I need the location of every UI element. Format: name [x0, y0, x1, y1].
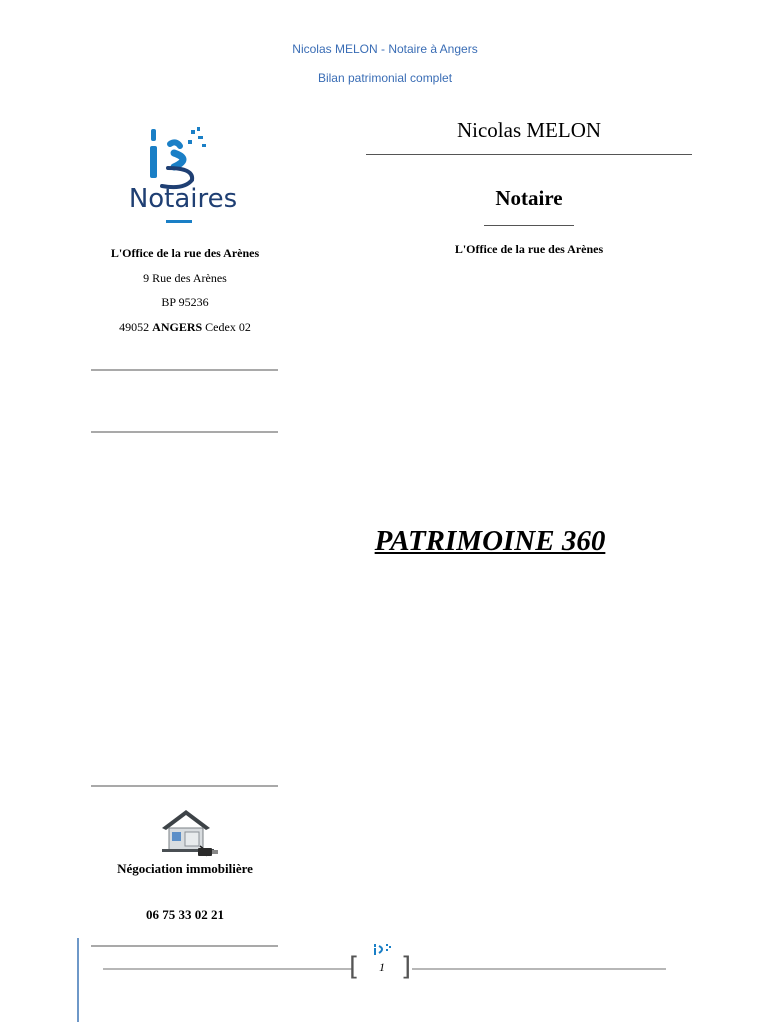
footer-bracket-left: [: [349, 952, 360, 982]
notary-title: Notaire: [495, 186, 563, 210]
left-divider-3: [91, 785, 278, 787]
office-street: 9 Rue des Arènes: [143, 271, 227, 285]
office-cedex: Cedex 02: [205, 320, 251, 334]
logo-wordmark: Notaires: [128, 184, 238, 214]
left-divider-4: [91, 945, 278, 947]
office-name: L'Office de la rue des Arènes: [110, 246, 260, 260]
notary-name-rule: [366, 154, 692, 155]
document-title: PATRIMOINE 360: [374, 525, 606, 557]
office-city: ANGERS: [152, 320, 203, 334]
notaires-mini-emblem-icon: [371, 942, 395, 956]
right-office-name: L'Office de la rue des Arènes: [454, 242, 604, 256]
footer-line-right: [412, 968, 666, 970]
notary-title-rule: [484, 225, 574, 226]
left-divider-1: [91, 369, 278, 371]
phone-number: 06 75 33 02 21: [146, 907, 224, 922]
notary-name: Nicolas MELON: [456, 118, 602, 142]
header-line-2: Bilan patrimonial complet: [317, 71, 453, 85]
footer-line-left: [103, 968, 353, 970]
office-city-line: [90, 320, 280, 335]
page-number: 1: [379, 960, 385, 974]
footer-bracket-right: ]: [401, 952, 412, 982]
office-po-box: BP 95236: [161, 295, 209, 309]
negotiation-label: Négociation immobilière: [117, 861, 253, 876]
notaires-logo: [118, 120, 248, 230]
margin-accent-bar: [77, 938, 79, 1022]
header-line-1: Nicolas MELON - Notaire à Angers: [292, 42, 478, 56]
office-postcode: 49052: [119, 320, 150, 334]
house-for-sale-icon: [160, 806, 222, 858]
left-divider-2: [91, 431, 278, 433]
